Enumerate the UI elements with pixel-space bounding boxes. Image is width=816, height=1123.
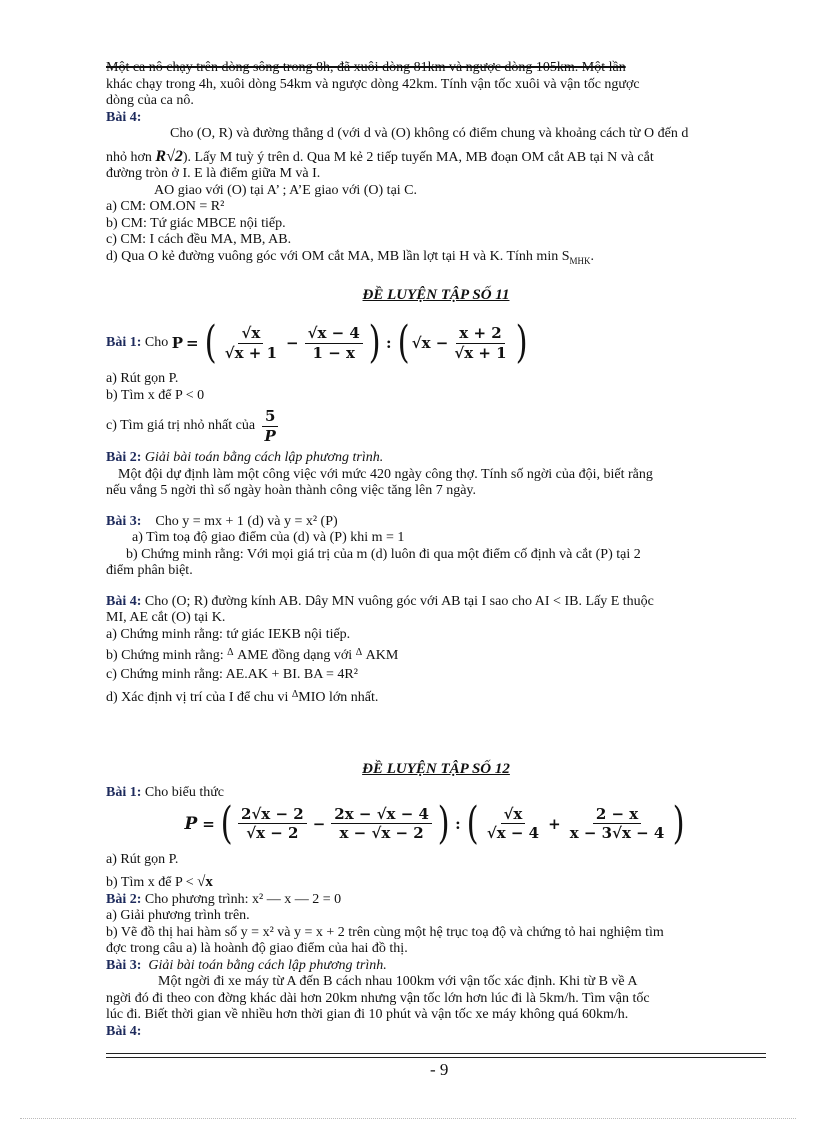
text-line: dòng của ca nô. <box>106 93 194 108</box>
denominator: √x + 1 <box>454 343 507 362</box>
problem-line <box>106 785 766 802</box>
problem-line <box>106 514 766 531</box>
problem-line <box>106 892 766 909</box>
problem-label: Bài 2: <box>106 891 142 907</box>
denominator: P <box>264 426 276 445</box>
struck-line: Một ca nô chạy trên dòng sông trong 8h, đã xuôi dòng 81km và ngược dòng 105km. Một lần <box>106 60 626 75</box>
fraction <box>238 806 307 842</box>
problem-line <box>106 450 766 467</box>
text-fragment: AME đồng dạng với <box>237 648 353 664</box>
text-line <box>106 149 766 167</box>
problem-label: Bài 4: <box>106 109 142 125</box>
document-body <box>106 60 766 1040</box>
problem-label: Bài 1: <box>106 785 142 801</box>
text-line: Một ngời đi xe máy từ A đến B cách nhau 100km với vận tốc xác định. Khi từ B về A <box>158 974 638 990</box>
fraction <box>222 325 280 361</box>
problem-label: Bài 1: <box>106 335 142 351</box>
numerator: √x − 4 <box>305 325 363 344</box>
numerator: 2√x − 2 <box>238 806 307 825</box>
subquestion <box>106 687 766 707</box>
subquestion <box>106 645 766 665</box>
text-line: AO giao với (O) tại A’ ; A’E giao với (O) tại C. <box>154 182 418 198</box>
problem-line <box>106 594 766 611</box>
text-fragment: Cho biểu thức <box>144 785 225 801</box>
text-fragment: Cho (O; R) đường kính AB. Dây MN vuông góc với AB tại I sao cho AI < IB. Lấy E thuộc <box>144 593 654 609</box>
paren-open: ( <box>397 317 410 369</box>
text-fragment: Cho y = mx + 1 (d) và y = x² (P) <box>155 513 338 529</box>
formula-5-over-p <box>259 408 282 444</box>
footer-rule <box>106 1053 766 1054</box>
subquestion: b) CM: Tứ giác MBCE nội tiếp. <box>106 215 286 231</box>
footer-rule <box>106 1057 766 1058</box>
page-number: - 9 <box>430 1060 449 1079</box>
subquestion <box>106 874 766 892</box>
denominator: √x + 1 <box>224 343 278 362</box>
subquestion: a) Tìm toạ độ giao điểm của (d) và (P) khi m = 1 <box>132 530 405 546</box>
formula-sqrt-x: √x <box>197 874 213 891</box>
problem-title: Giải bài toán bằng cách lập phương trình. <box>148 957 387 973</box>
subquestion: c) CM: I cách đều MA, MB, AB. <box>106 232 292 247</box>
fraction <box>305 325 363 361</box>
triangle-symbol: Δ <box>227 647 234 659</box>
text-line: đường tròn ở I. E là điểm giữa M và I. <box>106 166 321 181</box>
numerator: 2 − x <box>593 806 641 825</box>
subquestion: b) Chứng minh rằng: Với mọi giá trị của m (d) luôn đi qua một điểm cố định và cắt (P) tại 2 <box>126 546 641 562</box>
page-edge-dotted-line <box>20 1118 796 1119</box>
formula-block <box>106 797 766 849</box>
numerator: 5 <box>262 408 278 427</box>
formula-var: P <box>171 334 184 353</box>
formula-op: − <box>286 334 299 353</box>
paren-close: ) <box>437 797 450 849</box>
denominator: x − √x − 2 <box>339 824 424 843</box>
subquestion: b) Tìm x để P < 0 <box>106 387 205 403</box>
fraction <box>331 806 432 842</box>
numerator: √x <box>238 325 263 344</box>
text-line: nếu vắng 5 ngời thì số ngày hoàn thành công việc tăng lên 7 ngày. <box>106 483 477 499</box>
problem-title: Giải bài toán bằng cách lập phương trình. <box>144 450 384 466</box>
problem-line <box>106 317 766 369</box>
text-line: Một đội dự định làm một công việc với mức 420 ngày công thợ. Tính số ngời của đội, biết rằng <box>118 466 653 482</box>
text-line: lúc đi. Biết thời gian về nhiều hơn thời gian đi 10 phút và vận tốc xe máy không quá 60km/h. <box>106 1007 629 1023</box>
text-fragment: MIO lớn nhất. <box>298 690 379 706</box>
section-title: ĐỀ LUYỆN TẬP SỐ 11 <box>362 286 510 303</box>
formula-op: − <box>312 814 326 833</box>
text-fragment: b) Chứng minh rằng: <box>106 648 224 664</box>
numerator: √x <box>501 806 526 825</box>
subquestion: a) Rút gọn P. <box>106 371 179 387</box>
paren-close: ) <box>672 797 685 849</box>
numerator: x + 2 <box>456 325 504 344</box>
subquestion: a) Rút gọn P. <box>106 851 179 867</box>
triangle-symbol: Δ <box>291 689 299 701</box>
text-fragment: Cho phương trình: x² — x — 2 = 0 <box>144 891 342 907</box>
denominator: 1 − x <box>312 343 355 362</box>
subquestion: c) Chứng minh rằng: AE.AK + BI. BA = 4R² <box>106 666 358 682</box>
formula-op: : <box>386 334 392 353</box>
text-fragment: d) Qua O kẻ đường vuông góc với OM cắt MA, MB lần lợt tại H và K. Tính min S <box>106 248 570 264</box>
text-fragment: b) Tìm x để P < <box>106 875 194 891</box>
paren-open: ( <box>220 797 233 849</box>
subquestion: a) Chứng minh rằng: tứ giác IEKB nội tiếp. <box>106 626 351 642</box>
formula-var: P <box>184 813 198 834</box>
paren-open: ( <box>204 317 217 369</box>
formula-p-11 <box>171 317 530 369</box>
formula-term: √x − <box>411 334 449 353</box>
formula-p-12 <box>184 797 687 849</box>
text-fragment: ). Lấy M tuỳ ý trên d. Qua M kẻ 2 tiếp tuyến MA, MB đoạn OM cắt AB tại N và cắt <box>182 149 654 165</box>
denominator: √x − 4 <box>486 824 540 843</box>
text-fragment: . <box>590 248 595 264</box>
formula-op: + <box>548 814 561 833</box>
text-line: MI, AE cắt (O) tại K. <box>106 610 226 626</box>
section-title: ĐỀ LUYỆN TẬP SỐ 12 <box>362 760 510 777</box>
formula-op: : <box>455 814 461 833</box>
text-fragment: d) Xác định vị trí của I để chu vi <box>106 690 289 706</box>
subquestion <box>106 408 766 444</box>
text-fragment: c) Tìm giá trị nhỏ nhất của <box>106 418 256 434</box>
subscript: MHK <box>569 255 591 266</box>
paren-close: ) <box>368 317 381 369</box>
problem-label: Bài 3: <box>106 513 142 529</box>
triangle-symbol: Δ <box>355 647 363 659</box>
formula-op: = <box>202 814 215 833</box>
numerator: 2x − √x − 4 <box>331 806 432 825</box>
paren-open: ( <box>466 797 479 849</box>
text-line: đợc trong câu a) là hoành độ giao điểm của hai đồ thị. <box>106 941 408 957</box>
formula-op: = <box>186 334 199 353</box>
fraction <box>451 325 509 361</box>
text-fragment: AKM <box>365 648 399 664</box>
problem-line <box>106 958 766 975</box>
denominator: √x − 2 <box>246 824 299 843</box>
problem-label: Bài 4: <box>106 1023 142 1039</box>
subquestion <box>106 249 766 269</box>
text-line: khác chạy trong 4h, xuôi dòng 54km và ngược dòng 42km. Tính vận tốc xuôi và vận tốc ngược <box>106 76 640 92</box>
fraction <box>262 408 279 444</box>
formula-r-sqrt2: R√2 <box>155 147 183 165</box>
text-fragment: Cho <box>144 335 169 351</box>
fraction <box>567 806 668 842</box>
denominator: x − 3√x − 4 <box>569 824 665 843</box>
problem-label: Bài 4: <box>106 593 142 609</box>
text-line: ngời đó đi theo con đờng khác dài hơn 20km nhưng vận tốc lớn hơn lúc đi là 5km/h. Tìm vận tốc <box>106 990 650 1006</box>
subquestion: b) Vẽ đồ thị hai hàm số y = x² và y = x + 2 trên cùng một hệ trục toạ độ và chứng tỏ hai nghiệm tìm <box>106 924 664 940</box>
text-fragment: nhỏ hơn <box>106 149 152 165</box>
text-line: điểm phân biệt. <box>106 563 193 579</box>
subquestion: a) Giải phương trình trên. <box>106 908 250 924</box>
fraction <box>484 806 542 842</box>
subquestion: a) CM: OM.ON = R² <box>106 199 225 214</box>
problem-label: Bài 3: <box>106 957 142 973</box>
paren-close: ) <box>515 317 528 369</box>
problem-label: Bài 2: <box>106 450 142 466</box>
text-line: Cho (O, R) và đường thẳng d (với d và (O) không có điểm chung và khoảng cách từ O đến d <box>170 126 689 141</box>
